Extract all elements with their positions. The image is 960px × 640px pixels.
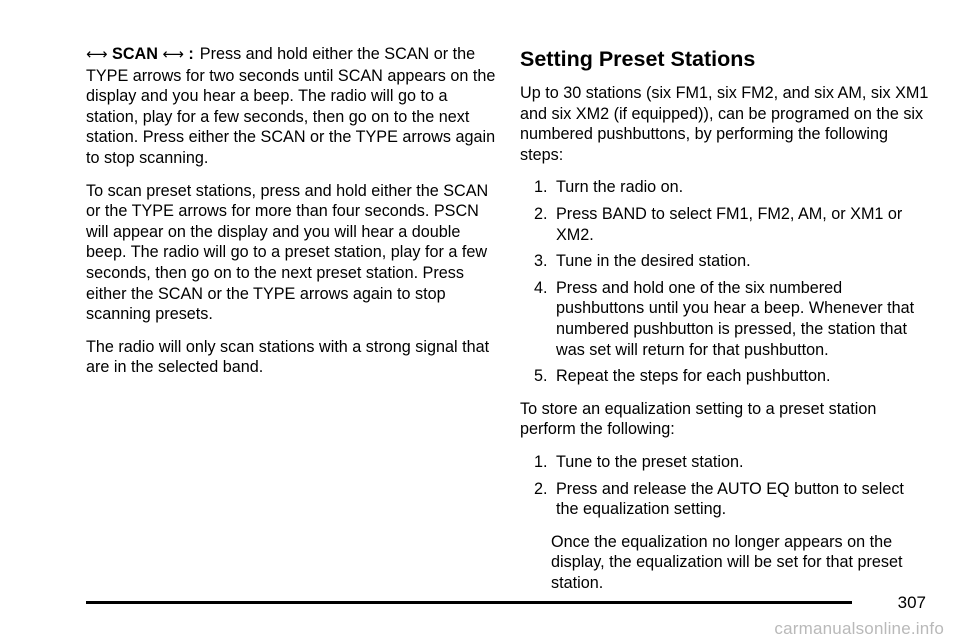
preset-scan-paragraph: To scan preset stations, press and hold either the SCAN or the TYPE arrows for more than four seconds. PSCN will appear on the display and you will hear a double beep. The radio will go to a preset station, play for a few seconds, then go on to the next preset station. Press either the SCAN or the TYPE arrows again to stop scanning presets. (86, 181, 489, 324)
scan-colon: : (188, 45, 194, 63)
list-item: 4. Press and hold one of the six numbered pushbuttons until you hear a beep. Whenever that numbered pushbutton is pressed, the station that was set will return for that pushbutton. (552, 278, 930, 360)
signal-paragraph: The radio will only scan stations with a strong signal that are in the selected band. (86, 337, 490, 377)
scan-left-arrow-icon: ⟷ (86, 46, 108, 63)
watermark: carmanualsonline.info (774, 619, 944, 638)
eq-intro-paragraph: To store an equalization setting to a preset station perform the following: (520, 399, 877, 439)
list-item: 3. Tune in the desired station. (552, 251, 930, 272)
eq-steps-list (520, 452, 930, 520)
right-column (520, 44, 930, 605)
section-heading: Setting Preset Stations (520, 47, 756, 71)
footer-rule (86, 601, 852, 604)
list-item: 5. Repeat the steps for each pushbutton. (552, 366, 930, 387)
list-item: 2. Press and release the AUTO EQ button to select the equalization setting. (552, 479, 930, 520)
scan-right-arrow-icon: ⟷ (162, 46, 184, 63)
list-item: 1. Tune to the preset station. (552, 452, 930, 473)
left-column (86, 44, 496, 390)
scan-text: Press and hold either the SCAN or the TYPE arrows for two seconds until SCAN appears on the display and you hear a beep. The radio will go to a station, play for a few seconds, then go on to the next station. Press either the SCAN or the TYPE arrows again to stop scanning. (86, 45, 496, 167)
list-item: 1. Turn the radio on. (552, 177, 930, 198)
list-item: 2. Press BAND to select FM1, FM2, AM, or XM1 or XM2. (552, 204, 930, 245)
page-number: 307 (897, 593, 926, 612)
eq-note-paragraph: Once the equalization no longer appears on the display, the equalization will be set for that preset station. (551, 532, 903, 592)
preset-steps-list (520, 177, 930, 386)
scan-heading (86, 45, 194, 63)
scan-label: SCAN (112, 45, 158, 63)
scan-paragraph (86, 44, 496, 169)
intro-paragraph: Up to 30 stations (six FM1, six FM2, and six AM, six XM1 and six XM2 (if equipped)), can be programed on the six numbered pushbuttons, by performing the following steps: (520, 84, 929, 164)
